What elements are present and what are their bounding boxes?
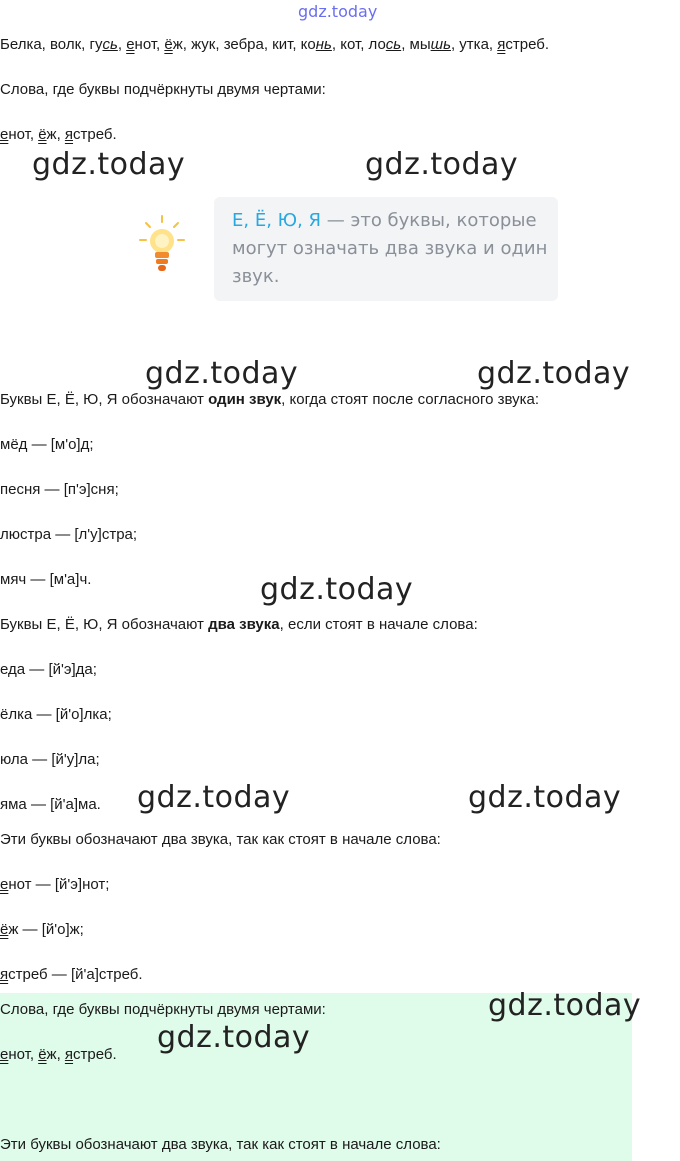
- soft-sign-underlined: шь: [430, 36, 451, 53]
- item-rest: ж — [й'о]ж;: [8, 921, 84, 938]
- example-line: ёлка — [й'о]лка;: [0, 706, 112, 723]
- watermark: gdz.today: [32, 147, 186, 182]
- example-line: юла — [й'у]ла;: [0, 751, 100, 768]
- words-seg: нот,: [134, 36, 165, 53]
- two-sounds-intro: [0, 615, 478, 635]
- soft-sign-underlined: сь: [102, 36, 118, 53]
- double-underlined-letter: е: [0, 126, 9, 143]
- hint-description: — это буквы, которые могут означать два звука и один звук.: [232, 210, 548, 287]
- watermark: gdz.today: [365, 147, 519, 182]
- example-line: еда — [й'э]да;: [0, 661, 97, 678]
- double-underlined-letter: ё: [164, 36, 173, 53]
- explain-heading: Эти буквы обозначают два звука, так как стоят в начале слова:: [0, 831, 441, 848]
- double-underlined-letter: ё: [38, 126, 47, 143]
- explain-item: [0, 920, 84, 940]
- hint-letters: Е, Ё, Ю, Я: [232, 210, 322, 231]
- double-underlined-letter: е: [126, 36, 135, 53]
- watermark: gdz.today: [260, 572, 414, 607]
- intro-text: Буквы Е, Ё, Ю, Я обозначают: [0, 616, 209, 633]
- intro-text: Буквы Е, Ё, Ю, Я обозначают: [0, 391, 209, 408]
- words-seg: ,: [117, 36, 127, 53]
- explain-item: [0, 965, 143, 985]
- example-line: мёд — [м'о]д;: [0, 436, 94, 453]
- item-rest: стреб — [й'а]стреб.: [8, 966, 143, 983]
- soft-sign-underlined: нь: [315, 36, 332, 53]
- example-line: люстра — [л'у]стра;: [0, 526, 138, 543]
- intro-text: , если стоят в начале слова:: [279, 616, 478, 633]
- word-rest: ж,: [46, 126, 65, 143]
- watermark: gdz.today: [468, 780, 622, 815]
- answer-words: [0, 125, 117, 145]
- words-line: [0, 35, 549, 55]
- watermark: gdz.today: [145, 356, 299, 391]
- summary-heading: Слова, где буквы подчёркнуты двумя чертами:: [0, 1001, 326, 1018]
- one-sound-intro: [0, 390, 539, 410]
- item-rest: нот — [й'э]нот;: [8, 876, 110, 893]
- double-underlined-letter: я: [64, 1046, 74, 1063]
- double-underlined-letter: ё: [38, 1046, 47, 1063]
- watermark: gdz.today: [477, 356, 631, 391]
- words-seg: Белка, волк, гу: [0, 36, 103, 53]
- summary-words: [0, 1045, 117, 1065]
- words-seg: ж, жук, зебра, кит, ко: [172, 36, 316, 53]
- words-seg: , кот, ло: [331, 36, 386, 53]
- explain-item: [0, 875, 109, 895]
- watermark: gdz.today: [157, 1020, 311, 1055]
- double-underlined-letter: е: [0, 876, 9, 893]
- word-rest: стреб.: [73, 126, 117, 143]
- answer-heading: Слова, где буквы подчёркнуты двумя чертами:: [0, 81, 326, 98]
- words-seg: , утка,: [450, 36, 498, 53]
- double-underlined-letter: е: [0, 1046, 9, 1063]
- intro-text: , когда стоят после согласного звука:: [281, 391, 540, 408]
- intro-bold: два звука: [208, 616, 280, 633]
- double-underlined-letter: я: [497, 36, 506, 53]
- soft-sign-underlined: сь: [385, 36, 402, 53]
- watermark: gdz.today: [137, 780, 291, 815]
- example-line: песня — [п'э]сня;: [0, 481, 119, 498]
- summary-explain-heading: Эти буквы обозначают два звука, так как стоят в начале слова:: [0, 1136, 441, 1153]
- double-underlined-letter: я: [64, 126, 74, 143]
- word-rest: нот,: [8, 126, 39, 143]
- site-watermark-header: gdz.today: [298, 2, 378, 21]
- example-line: яма — [й'а]ма.: [0, 796, 101, 813]
- words-seg: , мы: [401, 36, 431, 53]
- word-rest: стреб.: [73, 1046, 117, 1063]
- watermark: gdz.today: [488, 988, 642, 1023]
- word-rest: нот,: [8, 1046, 39, 1063]
- example-line: мяч — [м'а]ч.: [0, 571, 92, 588]
- words-seg: стреб.: [505, 36, 550, 53]
- hint-text: [232, 207, 552, 291]
- word-rest: ж,: [46, 1046, 65, 1063]
- lightbulb-icon: [138, 214, 186, 276]
- double-underlined-letter: я: [0, 966, 9, 983]
- intro-bold: один звук: [208, 391, 282, 408]
- double-underlined-letter: ё: [0, 921, 9, 938]
- hint-callout: [214, 197, 558, 301]
